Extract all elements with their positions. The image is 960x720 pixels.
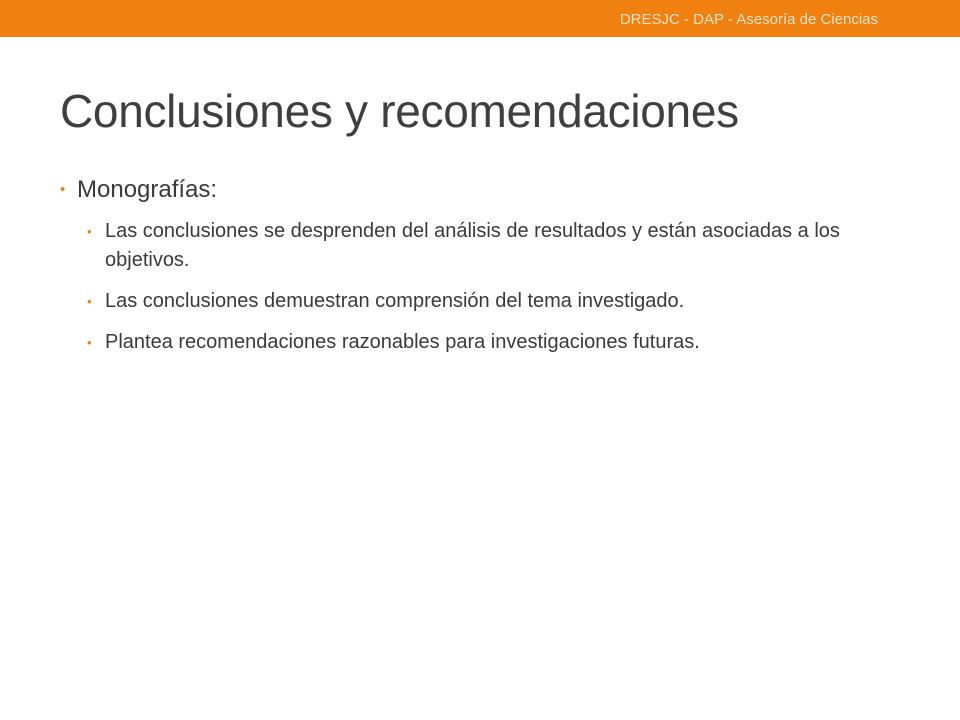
bullet-dot-icon: • [87, 335, 92, 350]
header-bar [0, 0, 960, 37]
bullet-item [60, 173, 920, 207]
sub-bullet-item [60, 287, 925, 316]
sub-bullet-text: Plantea recomendaciones razonables para investigaciones futuras. [105, 331, 700, 353]
slide-content [60, 173, 920, 369]
sub-bullet-item [60, 217, 925, 275]
bullet-label: Monografías: [77, 176, 218, 203]
header-text: DRESJC - DAP - Asesoría de Ciencias [619, 11, 878, 28]
bullet-dot-icon: • [60, 181, 66, 198]
bullet-dot-icon: • [87, 294, 92, 309]
sub-bullet-item [60, 328, 925, 357]
sub-bullet-text: Las conclusiones se desprenden del análisis de resultados y están asociadas a los objetivos. [105, 220, 840, 271]
sub-bullet-text: Las conclusiones demuestran comprensión del tema investigado. [105, 290, 685, 312]
slide-title: Conclusiones y recomendaciones [60, 85, 739, 137]
sub-bullet-list [60, 217, 920, 357]
bullet-dot-icon: • [87, 224, 92, 239]
